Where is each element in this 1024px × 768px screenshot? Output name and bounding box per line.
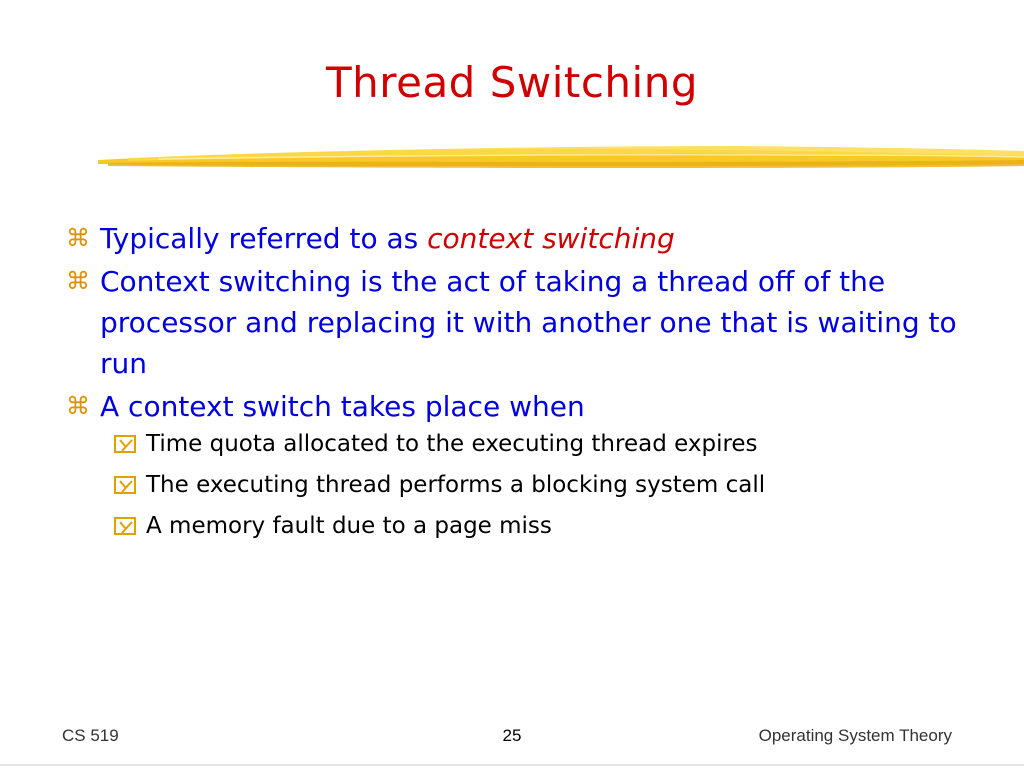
- sub-bullet-text: Time quota allocated to the executing thread expires: [146, 431, 758, 457]
- bullet-text: Context switching is the act of taking a thread off of the processor and replacing it with another one that is waiting to run: [100, 265, 957, 380]
- sub-bullet-text: A memory fault due to a page miss: [146, 513, 552, 539]
- bullet-item: [62, 261, 982, 384]
- checkbox-icon: [114, 517, 136, 535]
- sub-bullet-item: [62, 470, 982, 500]
- sub-bullet-item: [62, 511, 982, 541]
- sub-bullet-item: [62, 429, 982, 459]
- bullet-emphasis: context switching: [427, 222, 675, 255]
- bottom-divider: [0, 764, 1024, 766]
- z-bullet-icon: ⌘: [66, 267, 90, 295]
- bullet-list: [62, 218, 982, 552]
- checkbox-icon: [114, 476, 136, 494]
- slide-title: Thread Switching: [325, 58, 698, 107]
- z-bullet-icon: ⌘: [66, 392, 90, 420]
- bullet-text: A context switch takes place when: [100, 390, 585, 423]
- z-bullet-icon: ⌘: [66, 224, 90, 252]
- bullet-text: Typically referred to as: [100, 222, 428, 255]
- footer-course: CS 519: [62, 726, 119, 745]
- sub-bullet-list: [62, 429, 982, 541]
- bullet-item: [62, 386, 982, 427]
- sub-bullet-text: The executing thread performs a blocking system call: [146, 472, 766, 498]
- checkbox-icon: [114, 435, 136, 453]
- footer-page-number: 25: [502, 726, 522, 745]
- footer-course-title: Operating System Theory: [758, 726, 952, 745]
- brush-stroke-underline: [98, 136, 1024, 176]
- bullet-item: [62, 218, 982, 259]
